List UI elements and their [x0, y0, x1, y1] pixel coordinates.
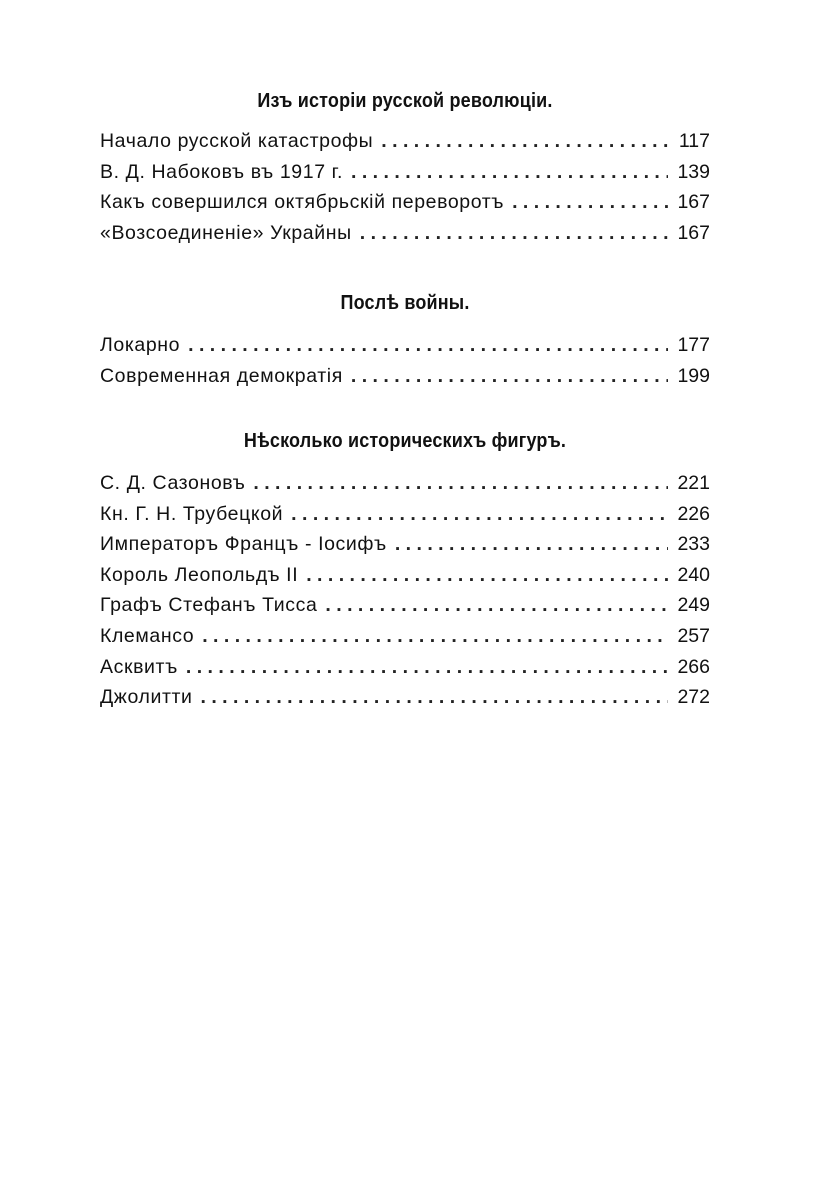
toc-entry-page: 221 — [677, 472, 710, 494]
toc-entry — [100, 529, 710, 560]
toc-entry-title: Локарно — [100, 334, 181, 356]
toc-entry-title: «Возсоединеніе» Украйны — [100, 221, 352, 244]
toc-entry — [100, 499, 710, 530]
toc-entry — [100, 218, 710, 249]
toc-entry — [100, 590, 710, 621]
section-title: Послѣ войны. — [340, 292, 470, 314]
toc-entry-title: Начало русской катастрофы — [100, 130, 374, 152]
dot-leader — [188, 330, 668, 361]
toc-entry-title: Графъ Стефанъ Тисса — [100, 594, 318, 617]
toc-entry-page: 199 — [677, 364, 710, 387]
toc-list — [100, 330, 710, 391]
toc-entry-title: Императоръ Францъ - Іосифъ — [100, 533, 387, 556]
toc-entry-page: 167 — [677, 191, 710, 214]
toc-entry-page: 272 — [677, 686, 710, 709]
toc-entry-page: 167 — [677, 221, 710, 244]
toc-section-after-war — [100, 288, 710, 391]
toc-entry-title: Джолитти — [100, 686, 193, 709]
dot-leader — [291, 499, 668, 530]
toc-entry — [100, 621, 710, 652]
dot-leader — [360, 218, 668, 249]
dot-leader — [202, 621, 668, 652]
dot-leader — [253, 468, 668, 499]
toc-entry-page: 233 — [677, 533, 710, 556]
dot-leader — [325, 590, 668, 621]
dot-leader — [306, 560, 668, 591]
dot-leader — [512, 187, 668, 218]
toc-entry — [100, 652, 710, 683]
dot-leader — [351, 361, 668, 392]
dot-leader — [395, 529, 668, 560]
toc-entry-page: 240 — [677, 563, 710, 586]
toc-entry — [100, 126, 710, 157]
toc-entry-title: Какъ совершился октябрьскій переворотъ — [100, 191, 505, 214]
toc-entry — [100, 330, 710, 361]
toc-entry-title: Кн. Г. Н. Трубецкой — [100, 502, 284, 525]
toc-entry — [100, 560, 710, 591]
toc-section-historical-figures — [100, 426, 710, 713]
toc-entry-page: 257 — [677, 624, 710, 647]
toc-entry-title: С. Д. Сазоновъ — [100, 472, 246, 494]
toc-list — [100, 126, 710, 248]
toc-entry — [100, 187, 710, 218]
toc-section-russian-revolution — [100, 86, 710, 248]
dot-leader — [351, 157, 668, 188]
toc-entry-page: 117 — [678, 130, 710, 152]
section-title: Изъ исторіи русской революціи. — [257, 90, 553, 112]
toc-entry-page: 226 — [677, 502, 710, 525]
toc-list — [100, 468, 710, 713]
toc-entry-title: Король Леопольдъ II — [100, 563, 299, 586]
toc-entry-title: Клемансо — [100, 624, 195, 647]
dot-leader — [201, 682, 669, 713]
toc-entry-title: В. Д. Набоковъ въ 1917 г. — [100, 160, 344, 183]
toc-entry-page: 177 — [677, 334, 710, 356]
toc-entry — [100, 157, 710, 188]
dot-leader — [381, 126, 668, 157]
toc-entry-page: 139 — [677, 160, 710, 183]
section-title: Нѣсколько историческихъ фигуръ. — [243, 430, 567, 452]
dot-leader — [186, 652, 668, 683]
toc-entry-page: 249 — [677, 594, 710, 617]
toc-entry — [100, 468, 710, 499]
toc-entry-title: Современная демократія — [100, 364, 343, 387]
toc-entry — [100, 361, 710, 392]
toc-entry-title: Асквитъ — [100, 655, 178, 678]
toc-entry — [100, 682, 710, 713]
toc-entry-page: 266 — [677, 655, 710, 678]
